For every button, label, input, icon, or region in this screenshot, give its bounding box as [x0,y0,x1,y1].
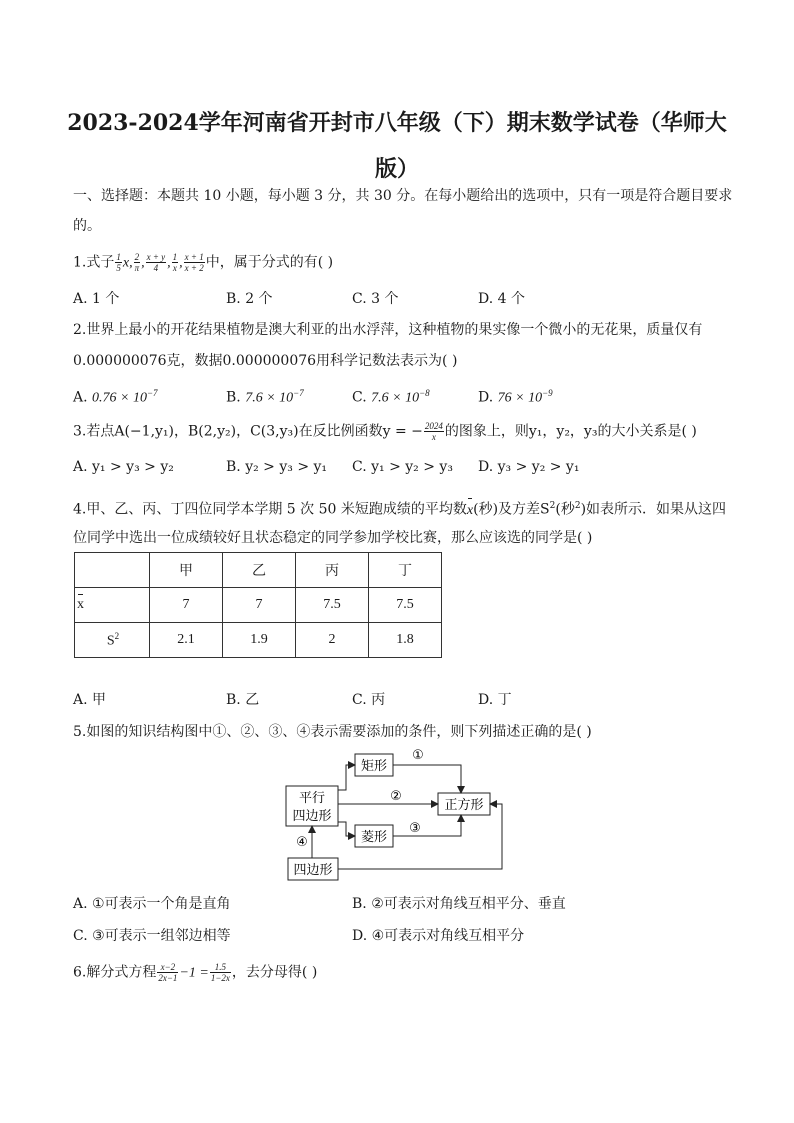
question-2-line-2: 0.000000076克，数据0.000000076用科学记数法表示为( ) [73,353,458,369]
q4-option-b: B. 乙 [226,692,260,708]
q3-option-c: C. y₁ > y₂ > y₃ [352,459,453,475]
table-cell: 2.1 [150,623,223,658]
parallelogram-label-1: 平行 [298,791,326,806]
question-2-line-1: 2.世界上最小的开花结果植物是澳大利亚的出水浮萍，这种植物的果实像一个微小的无花果，质量仅有 [73,322,703,338]
q3-prefix: 3.若点A(−1,y₁)，B(2,y₂)，C(3,y₃)在反比例函数y = − [73,423,423,440]
section-heading-line-1: 一、选择题：本题共 10 小题，每小题 3 分，共 30 分。在每小题给出的选项中，只有一项是符合题目要求 [73,188,733,204]
q1-suffix: 中，属于分式的有( ) [205,254,334,271]
knowledge-structure-diagram [270,742,520,887]
rectangle-label: 矩形 [360,759,388,774]
table-row [75,623,442,658]
table-header-cell: 丙 [296,553,369,588]
q1-var-x: x [122,255,130,271]
parallelogram-label-2: 四边形 [292,809,332,824]
q3-fraction: $\frac{2024}{x}$ [424,421,443,442]
q6-fraction-2: $\frac{1.5}{1-2x}$ [210,962,230,983]
q1-option-c: C. 3 个 [352,291,399,307]
q3-option-d: D. y₃ > y₂ > y₁ [478,459,580,475]
q5-option-a: A. ①可表示一个角是直角 [73,896,231,912]
quadrilateral-label: 四边形 [293,863,333,878]
table-header-cell [75,553,150,588]
q2-option-c: C. $7.6 \times 10^{-8}$ [352,388,430,406]
q4-option-d: D. 丁 [478,692,512,708]
q1-frac-1: $\frac{1}{5}$ [116,252,121,273]
q1-option-b: B. 2 个 [226,291,273,307]
arrow-to-rhombus [338,822,355,836]
arrow-rhombus-to-square [393,815,461,836]
rhombus-label: 菱形 [360,830,388,845]
q1-prefix: 1.式子 [73,254,115,271]
page-title [60,100,734,192]
question-3 [73,421,697,442]
condition-marker-4: ④ [296,835,308,850]
q1-frac-5: $\frac{x + 1}{x + 2}$ [184,252,204,273]
q2-option-a: A. $0.76 \times 10^{-7}$ [73,388,158,406]
square-label: 正方形 [444,798,484,813]
q1-option-a: A. 1 个 [73,291,120,307]
section-heading-line-2: 的。 [73,218,101,234]
table-cell: 1.8 [369,623,442,658]
title-line-1: 2023-2024学年河南省开封市八年级（下）期末数学试卷（华师大 [67,110,727,136]
question-6: 6.解分式方程 $\frac{x-2}{2x-1}$ −1 = $\frac{1.5}{1-2x}$ ，去分母得( ) [73,962,318,983]
table-header-cell: 丁 [369,553,442,588]
q2-option-b: B. $7.6 \times 10^{-7}$ [226,388,304,406]
q1-frac-2: $\frac{2}{\pi}$ [134,252,140,273]
q4-stats-table [74,552,442,658]
table-cell: 1.9 [223,623,296,658]
q4-option-c: C. 丙 [352,692,386,708]
variance-row-label: $S^2$ [75,623,150,658]
table-header-cell: 乙 [223,553,296,588]
q5-option-c: C. ③可表示一组邻边相等 [73,928,231,944]
question-4-line-1: 4.甲、乙、丙、丁四位同学本学期 5 次 50 米短跑成绩的平均数x(秒)及方差$S^2$(秒$^2$)如表所示．如果从这四 [73,496,726,521]
arrow-rectangle-to-square [393,765,461,793]
q5-option-b: B. ②可表示对角线互相平分、垂直 [352,896,566,912]
table-cell: 7 [223,588,296,623]
table-row [75,588,442,623]
q5-option-d: D. ④可表示对角线互相平分 [352,928,525,944]
question-4-line-2: 位同学中选出一位成绩较好且状态稳定的同学参加学校比赛，那么应该选的同学是( ) [73,530,593,546]
q1-frac-4: $\frac{1}{x}$ [172,252,178,273]
table-header-row [75,553,442,588]
title-line-2: 版） [374,156,419,182]
table-cell: 7 [150,588,223,623]
condition-marker-2: ② [390,789,402,804]
q4-mean-symbol: x [467,501,473,521]
mean-row-label: x [75,588,150,623]
arrow-to-rectangle [338,765,355,790]
condition-marker-3: ③ [409,821,421,836]
q4-option-a: A. 甲 [73,692,107,708]
table-header-cell: 甲 [150,553,223,588]
question-5: 5.如图的知识结构图中①、②、③、④表示需要添加的条件，则下列描述正确的是( ) [73,724,592,740]
table-cell: 2 [296,623,369,658]
q3-option-a: A. y₁ > y₃ > y₂ [73,459,174,475]
condition-marker-1: ① [412,748,424,763]
table-cell: 7.5 [296,588,369,623]
q1-frac-3: $\frac{x + y}{4}$ [146,252,166,273]
question-1: 1.式子 $\frac{1}{5}$ x, $\frac{2}{\pi}$ , $\frac{x + y}{4}$ , $\frac{1}{x}$ , $\frac{x + 1}{x + 2}$ 中，属于分式的有( ) [73,252,334,273]
q3-suffix: 的图象上，则y₁，y₂，y₃的大小关系是( ) [444,423,697,440]
q1-option-d: D. 4 个 [478,291,525,307]
q6-fraction-1: $\frac{x-2}{2x-1}$ [158,962,178,983]
q3-option-b: B. y₂ > y₃ > y₁ [226,459,328,475]
table-cell: 7.5 [369,588,442,623]
q2-option-d: D. $76 \times 10^{-9}$ [478,388,553,406]
